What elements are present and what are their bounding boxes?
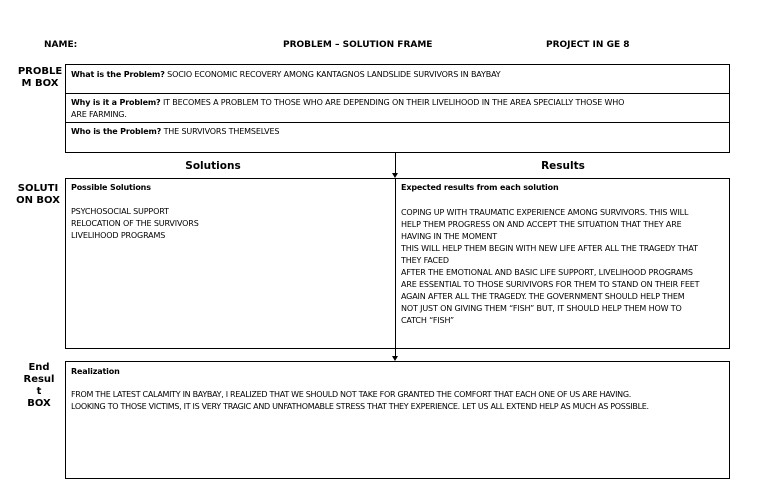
what-problem-text: SOCIO ECONOMIC RECOVERY AMONG KANTAGNOS LANDSLIDE SURVIVORS IN BAYBAY [167,70,501,79]
solutions-column-header: Solutions [185,160,241,172]
solutions-heading [71,182,151,194]
why-problem-row [71,97,721,121]
solution-box-label-line2: ON BOX [16,195,60,206]
list-item: THEY FACED [401,256,449,265]
list-item: CATCH “FISH” [401,316,455,325]
solutions-box [65,178,396,349]
solutions-heading-text: Possible Solutions [71,183,151,192]
list-item: HAVING IN THE MOMENT [401,232,497,241]
who-problem-label: Who is the Problem? [71,127,162,136]
solution-box-label-line1: SOLUTI [17,183,59,194]
realization-box [65,361,730,479]
list-item: HELP THEM PROGRESS ON AND ACCEPT THE SITUATION THAT THEY ARE [401,220,682,229]
solutions-list [71,206,199,242]
problem-box-label-line2: M BOX [21,78,59,89]
list-item: AGAIN AFTER ALL THE TRAGEDY. THE GOVERNMENT SHOULD HELP THEM [401,292,685,301]
realization-text [71,389,649,413]
results-box [395,178,730,349]
what-problem-row [71,69,501,81]
solution-box-label [12,183,64,207]
project-label: PROJECT IN GE 8 [546,40,630,50]
list-item: LIVELIHOOD PROGRAMS [71,231,166,240]
list-item: AFTER THE EMOTIONAL AND BASIC LIFE SUPPORT, LIVELIHOOD PROGRAMS [401,268,693,277]
list-item: RELOCATION OF THE SURVIVORS [71,219,199,228]
results-list [401,207,699,327]
end-result-box-label-line3: t [36,386,42,397]
realization-heading-text: Realization [71,367,120,376]
why-problem-text-line2: ARE FARMING. [71,110,127,119]
why-problem-text-line1: IT BECOMES A PROBLEM TO THOSE WHO ARE DEPENDING ON THEIR LIVELIHOOD IN THE AREA SPECIALLY THOSE WHO [162,98,625,107]
list-item: ARE ESSENTIAL TO THOSE SURIVIVORS FOR THEM TO STAND ON THEIR FEET [401,280,700,289]
realization-line2: LOOKING TO THOSE VICTIMS, IT IS VERY TRAGIC AND UNFATHOMABLE STRESS THAT THEY EXPERIENCE. LET US ALL EXTEND HELP AS MUCH AS POSSIBLE. [71,402,649,411]
frame-title: PROBLEM – SOLUTION FRAME [283,40,433,50]
why-problem-label: Why is it a Problem? [71,98,161,107]
realization-line1: FROM THE LATEST CALAMITY IN BAYBAY, I REALIZED THAT WE SHOULD NOT TAKE FOR GRANTED THE COMFORT THAT EACH ONE OF US ARE HAVING. [71,390,631,399]
end-result-box-label-line4: BOX [27,398,51,409]
name-label: NAME: [44,40,78,50]
list-item: NOT JUST ON GIVING THEM “FISH” BUT, IT SHOULD HELP THEM HOW TO [401,304,682,313]
what-problem-box [65,64,730,94]
end-result-box-label-line1: End [28,362,50,373]
list-item: PSYCHOSOCIAL SUPPORT [71,207,169,216]
what-problem-label: What is the Problem? [71,70,165,79]
list-item: THIS WILL HELP THEM BEGIN WITH NEW LIFE AFTER ALL THE TRAGEDY THAT [401,244,698,253]
end-result-box-label [14,362,64,410]
who-problem-text: THE SURVIVORS THEMSELVES [163,127,280,136]
why-problem-box [65,93,730,123]
who-problem-row [71,126,279,138]
results-column-header: Results [541,160,585,172]
results-heading-text: Expected results from each solution [401,183,559,192]
list-item: COPING UP WITH TRAUMATIC EXPERIENCE AMONG SURVIVORS. THIS WILL [401,208,689,217]
end-result-box-label-line2: Resul [23,374,55,385]
who-problem-box [65,122,730,153]
problem-box-label-line1: PROBLE [17,66,63,77]
problem-box-label [14,66,66,90]
results-heading [401,182,559,194]
realization-heading [71,366,120,378]
